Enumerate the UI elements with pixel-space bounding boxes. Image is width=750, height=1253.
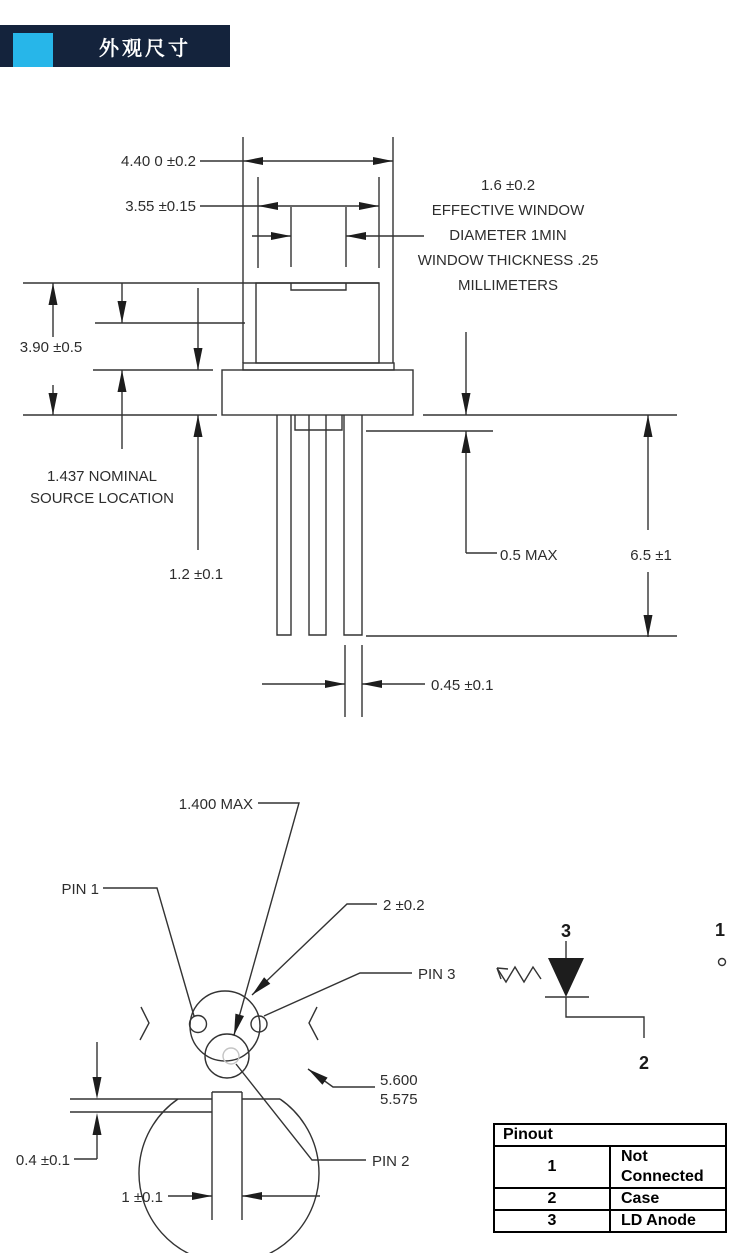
table-row	[494, 1146, 726, 1188]
pinout-table	[493, 1123, 727, 1233]
dim-cap-label: 3.55 ±0.15	[125, 198, 196, 215]
dim-rim-label: 4.40 0 ±0.2	[121, 153, 196, 170]
schematic-pin2-label: 2	[638, 1053, 650, 1073]
table-row	[494, 1210, 726, 1232]
dim-tab-width-label: 1 ±0.1	[121, 1189, 163, 1206]
dim-lead-length-label: 6.5 ±1	[630, 547, 672, 564]
section-title: 外观尺寸	[99, 37, 191, 60]
window-note-line5: MILLIMETERS	[457, 277, 559, 294]
window-notch	[291, 283, 346, 290]
pin1-label: PIN 1	[61, 881, 99, 898]
pin-number: 2	[494, 1188, 610, 1210]
pin-function: Case	[610, 1188, 726, 1210]
boss	[295, 415, 342, 430]
pin2-label: PIN 2	[372, 1153, 410, 1170]
dim-case-dia-label-1: 5.600	[380, 1072, 418, 1089]
pin-number: 1	[494, 1146, 610, 1188]
case-outline	[139, 1099, 319, 1253]
side-view-drawing	[20, 137, 677, 717]
schematic-pin1-label: 1	[714, 920, 726, 940]
lead-pin-2	[309, 415, 326, 635]
table-row	[494, 1188, 726, 1210]
table-row	[494, 1124, 726, 1146]
dim-pin-circle-label: 2 ±0.2	[383, 897, 425, 914]
source-location-label-1: 1.437 NOMINAL	[46, 468, 158, 485]
window-note-line4: WINDOW THICKNESS .25	[417, 252, 599, 269]
pin3-label: PIN 3	[418, 966, 456, 983]
dim-key-label: 1.400 MAX	[178, 796, 253, 813]
laser-diode-symbol	[548, 958, 584, 997]
dim-boss-label: 0.5 MAX	[500, 547, 558, 564]
dim-height-label: 3.90 ±0.5	[19, 339, 83, 356]
schematic-pin3-label: 3	[560, 921, 572, 941]
pin1-hole	[190, 1016, 207, 1033]
pin-function: Not Connected	[610, 1146, 726, 1188]
source-location-label-2: SOURCE LOCATION	[30, 490, 174, 507]
window-note-line2: EFFECTIVE WINDOW	[431, 202, 585, 219]
dim-standoff-label: 1.2 ±0.1	[168, 566, 224, 583]
dim-tab-thickness-label: 0.4 ±0.1	[15, 1152, 70, 1169]
circuit-schematic	[497, 920, 726, 1073]
bottom-view-drawing	[16, 796, 456, 1253]
emitter-mark	[223, 1048, 239, 1064]
pinout-table-title: Pinout	[494, 1124, 726, 1146]
pin-number: 3	[494, 1210, 610, 1232]
lead-pin-1	[277, 415, 291, 635]
dim-case-dia-label-2: 5.575	[380, 1091, 418, 1108]
can-body	[256, 283, 379, 363]
pin-function: LD Anode	[610, 1210, 726, 1232]
lead-pin-3	[344, 415, 362, 635]
window-note-line1: 1.6 ±0.2	[480, 177, 536, 194]
key-tab	[212, 1092, 242, 1220]
weld-rim	[243, 363, 394, 370]
dim-lead-diameter-label: 0.45 ±0.1	[431, 677, 494, 694]
window-note-line3: DIAMETER 1MIN	[449, 227, 567, 244]
flange	[222, 370, 413, 415]
nc-pin-dot	[719, 959, 726, 966]
